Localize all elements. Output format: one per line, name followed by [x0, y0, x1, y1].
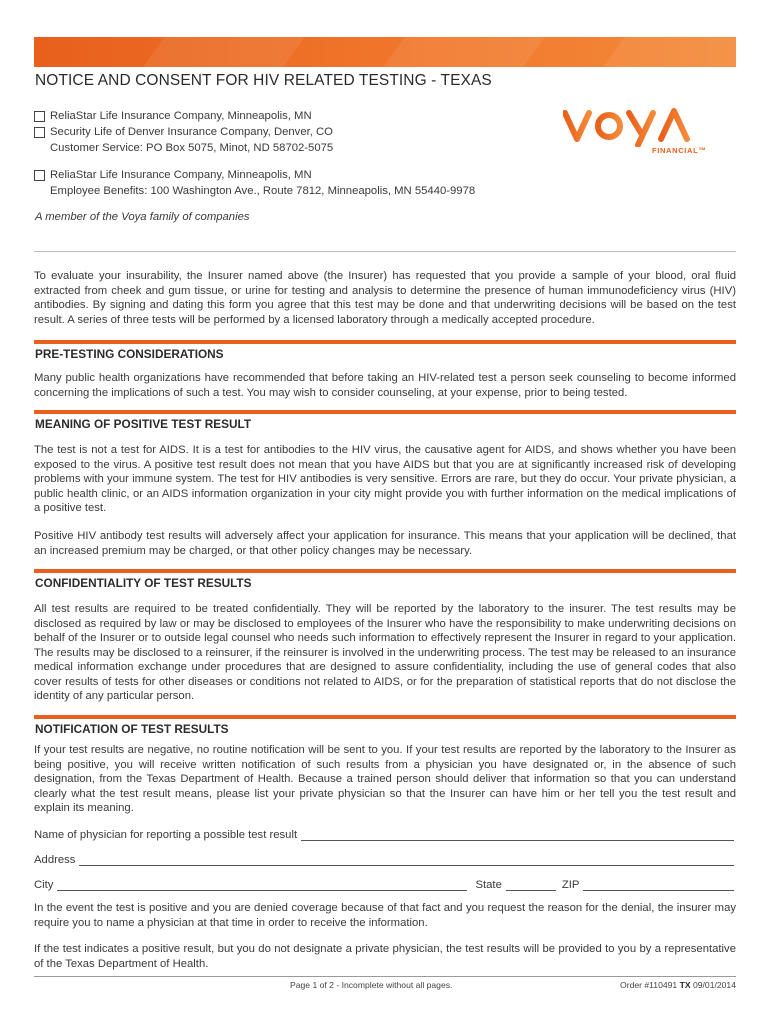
intro-paragraph: To evaluate your insurability, the Insurer named above (the Insurer) has requested that you provide a sample of your blood, oral fluid extracted from cheek and gum tissue, or urine for testing and analysis to determine the presence of human immunodeficiency virus (HIV) antibodies. By signing and dating this form you agree that this test may be done and that underwriting decisions will be based on the test result. A series of three tests will be performed by a licensed laboratory through a medically accepted procedure.	[34, 270, 736, 326]
company-options	[34, 108, 333, 156]
zip-label: ZIP	[561, 879, 580, 891]
city-field[interactable]	[57, 878, 467, 891]
state-label: State	[475, 879, 502, 891]
footer-divider	[34, 976, 736, 977]
denial-paragraph: In the event the test is positive and you are denied coverage because of that fact and you request the reason for the denial, the insurer may require you to name a physician at that time in order to receive the information.	[34, 902, 736, 929]
city-state-zip-row	[34, 875, 736, 891]
order-prefix: Order #110491	[620, 980, 678, 990]
section-title: CONFIDENTIALITY OF TEST RESULTS	[35, 576, 252, 590]
member-note: A member of the Voya family of companies	[35, 211, 250, 223]
checkbox-reliastar-employee[interactable]	[34, 170, 45, 181]
section-title: NOTIFICATION OF TEST RESULTS	[35, 722, 229, 736]
voya-logo	[563, 103, 707, 159]
company-option-reliastar[interactable]	[34, 108, 333, 124]
voya-wordmark	[563, 103, 703, 147]
no-physician-paragraph: If the test indicates a positive result, but you do not designate a private physician, the test results will be provided to you by a representative of the Texas Department of Health.	[34, 943, 736, 970]
document-title: NOTICE AND CONSENT FOR HIV RELATED TESTING - TEXAS	[35, 72, 492, 89]
checkbox-reliastar[interactable]	[34, 111, 45, 122]
city-label: City	[34, 879, 54, 891]
company-option-label: ReliaStar Life Insurance Company, Minneapolis, MN	[50, 110, 312, 122]
positive-result-effects: Positive HIV antibody test results will adversely affect your application for insurance. This means that your application will be declined, that an increased premium may be charged, or that other policy changes may be necessary.	[34, 530, 736, 557]
company-option-reliastar-employee[interactable]	[34, 167, 475, 183]
order-number	[620, 980, 736, 990]
notification-body: If your test results are negative, no routine notification will be sent to you. If your test results are reported by the laboratory to the Insurer as being positive, you will receive written notification of such results from a physician you have designated or, in the absence of such designation, from the Texas Department of Health. Because a trained person should deliver that information so that you can understand clearly what the test result means, please list your private physician so that the Insurer can have him or her tell you the test result and explain its meaning.	[34, 744, 736, 814]
section-header-pretesting	[34, 340, 736, 362]
section-title: PRE-TESTING CONSIDERATIONS	[35, 347, 224, 361]
zip-field[interactable]	[583, 878, 734, 891]
company-options-employee-benefits	[34, 167, 475, 199]
physician-label: Name of physician for reporting a possible test result	[34, 829, 298, 841]
physician-field-row	[34, 825, 736, 841]
physician-name-field[interactable]	[301, 828, 734, 841]
logo-subtext: FINANCIAL™	[652, 146, 707, 155]
order-state: TX	[679, 980, 691, 990]
section-header-notification	[34, 715, 736, 737]
checkbox-security-life[interactable]	[34, 127, 45, 138]
section-title: MEANING OF POSITIVE TEST RESULT	[35, 417, 252, 431]
page-indicator: Page 1 of 2 - Incomplete without all pages.	[290, 980, 453, 990]
address-label: Address	[34, 854, 76, 866]
company-option-detail: Customer Service: PO Box 5075, Minot, ND 58702-5075	[50, 142, 334, 154]
section-header-positive-result	[34, 410, 736, 432]
section-header-confidentiality	[34, 569, 736, 591]
header-banner	[34, 37, 736, 67]
confidentiality-body: All test results are required to be treated confidentially. They will be reported by the laboratory to the insurer. The test results may be disclosed as required by law or may be disclosed to employees of the Insurer who have the responsibility to make underwriting decisions on behalf of the Insurer or to outside legal counsel who needs such information to effectively represent the Insurer in regard to your application. The results may be disclosed to a reinsurer, if the reinsurer is involved in the underwriting process. The test may be released to an insurance medical information exchange under procedures that are designed to assure confidentiality, including the use of general codes that also cover results of tests for other diseases or conditions not related to AIDS, or for the preparation of statistical reports that do not disclose the identity of any particular person.	[34, 603, 736, 702]
company-option-detail: Employee Benefits: 100 Washington Ave., Route 7812, Minneapolis, MN 55440-9978	[50, 185, 476, 197]
positive-result-body: The test is not a test for AIDS. It is a test for antibodies to the HIV virus, the causative agent for AIDS, and shows whether you have been exposed to the virus. A positive test result does not mean that you have AIDS but that you are at significantly increased risk of developing problems with your immune system. The test for HIV antibodies is very sensitive. Errors are rare, but they do occur. Your private physician, a public health clinic, or an AIDS information organization in your city might provide you with further information on the medical implications of a positive test.	[34, 444, 736, 514]
address-field-row	[34, 850, 736, 866]
order-date: 09/01/2014	[692, 980, 736, 990]
state-field[interactable]	[506, 878, 556, 891]
divider	[34, 251, 736, 252]
company-option-label: Security Life of Denver Insurance Company, Denver, CO	[50, 126, 333, 138]
pretesting-body: Many public health organizations have recommended that before taking an HIV-related test a person seek counseling to become informed concerning the implications of such a test. You may wish to consider counseling, at your expense, prior to being tested.	[34, 372, 736, 399]
company-option-label: ReliaStar Life Insurance Company, Minneapolis, MN	[50, 169, 312, 181]
address-field[interactable]	[79, 853, 734, 866]
company-option-security-life[interactable]	[34, 124, 333, 140]
